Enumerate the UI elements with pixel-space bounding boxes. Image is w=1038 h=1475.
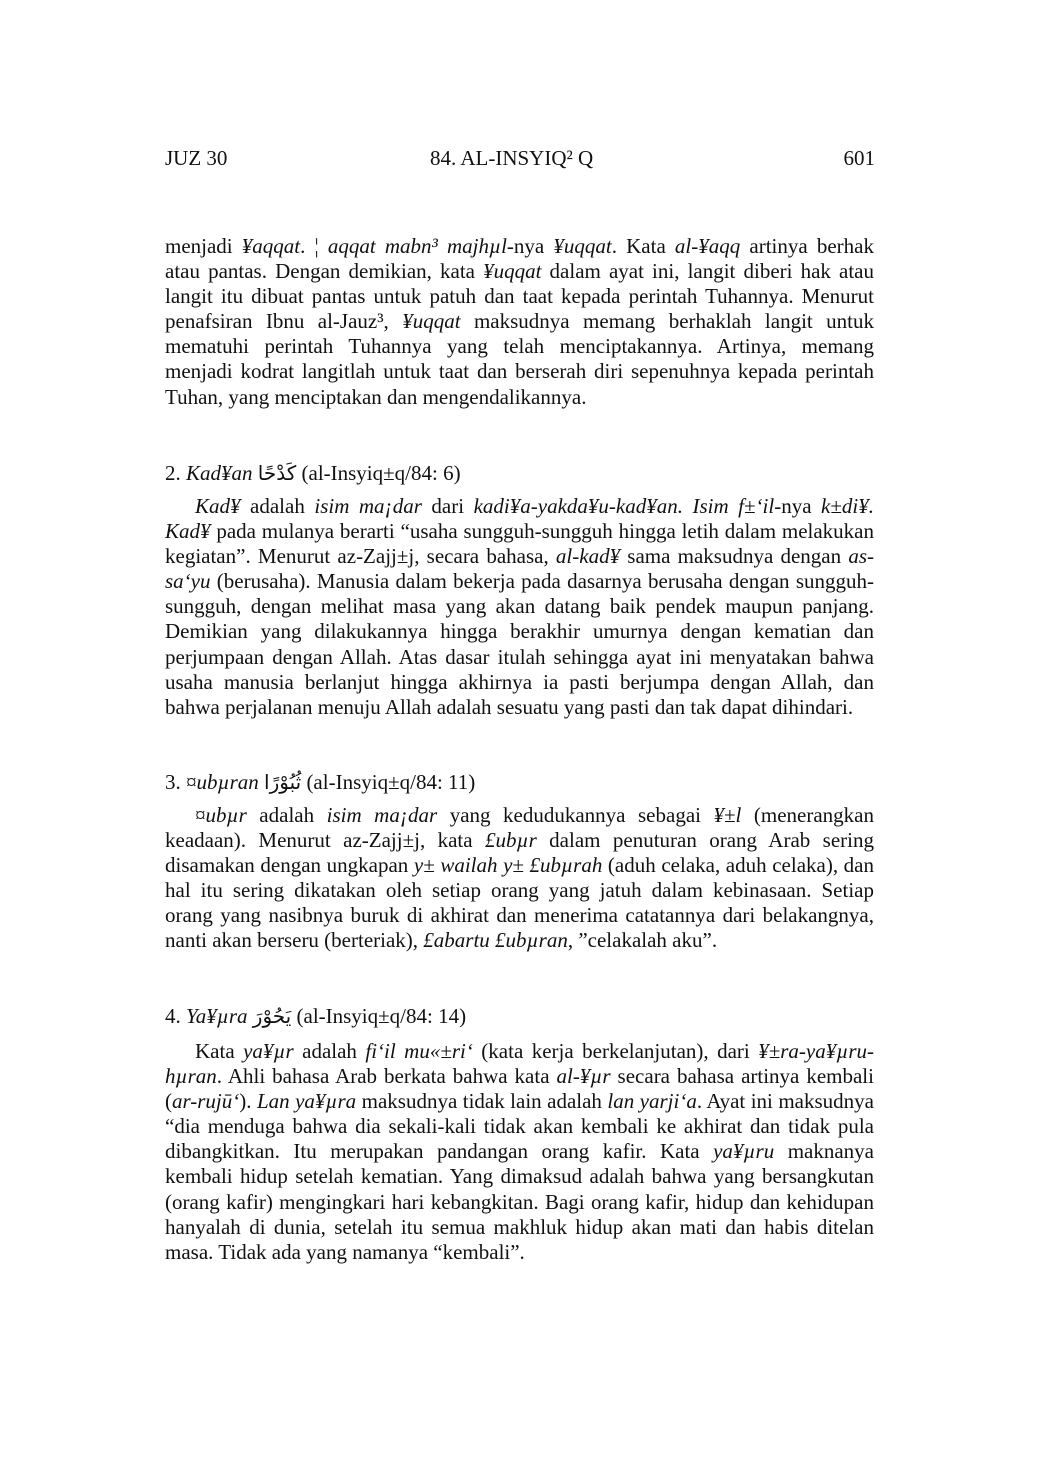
italic-run: £abartu £ubµran	[423, 928, 568, 953]
text-run: maksudnya memang berhaklah langit untuk mematuhi perintah Tuhannya yang telah menciptakannya. Artinya, memang menjadi kodrat langitlah untuk taat dan berserah diri sepenuhnya kepada perintah Tuhan, yang menciptakan dan mengendalikannya.	[165, 309, 874, 409]
text-run: ).	[239, 1089, 257, 1114]
italic-run: ¥uqqat	[402, 309, 461, 334]
section-term: Kad¥an	[186, 461, 253, 485]
verse-reference: (al-Insyiq±q/84: 11)	[306, 770, 476, 794]
arabic-term: كَدْحًا	[257, 461, 297, 485]
text-run: yang kedudukannya sebagai	[437, 803, 714, 827]
italic-run: al-kad¥	[555, 544, 621, 569]
text-run: Kata	[195, 1039, 244, 1063]
text-run: . Ayat ini maksudnya “dia menduga bahwa dia sekali-kali tidak akan kembali ke akhirat dan tidak pula dibangkitkan. Itu merupakan pandangan orang kafir. Kata	[165, 1089, 874, 1164]
arabic-term: ثُبُوْرًا	[264, 770, 302, 794]
italic-run: al-¥aqq	[674, 234, 741, 258]
section-term: Ya¥µra	[186, 1004, 248, 1028]
section-2-heading	[165, 460, 461, 486]
text-run: dalam ayat ini, langit diberi hak atau langit itu dibuat pantas untuk patuh dan taat kepada perintah Tuhannya. Menurut penafsiran Ibnu al-Jauz³,	[165, 259, 874, 334]
italic-run: ¥±l	[713, 803, 742, 827]
italic-run: ¥uqqat	[483, 259, 542, 284]
text-run: menjadi	[165, 234, 242, 258]
text-run: (menerangkan keadaan). Menurut az-Zajj±j, kata	[165, 803, 874, 853]
italic-run: ¥aqqat	[241, 234, 301, 258]
text-run: adalah	[293, 1039, 366, 1063]
italic-run: isim ma¡dar	[314, 494, 422, 518]
italic-run: ar-rujū‘	[172, 1089, 240, 1114]
italic-run: ¥uqqat	[553, 234, 612, 258]
italic-run: as-sa‘yu	[165, 544, 874, 594]
section-number: 2.	[165, 461, 181, 485]
section-3-heading	[165, 769, 475, 795]
section-4-heading	[165, 1003, 466, 1029]
text-run: (berusaha). Manusia dalam bekerja pada dasarnya berusaha dengan sungguh-sungguh, dengan melihat masa yang akan datang baik pendek maupun panjang. Demikian yang dilakukannya hingga berakhir umurnya dengan kematian dan perjumpaan dengan Allah. Atas dasar itulah sehingga ayat ini menyatakan bahwa usaha manusia berlanjut hingga akhirnya ia pasti berjumpa dengan Allah, dan bahwa perjalanan menuju Allah adalah sesuatu yang pasti dan tak dapat dihindari.	[165, 569, 874, 719]
italic-run: Kad¥	[195, 494, 241, 518]
text-run: maksudnya tidak lain adalah	[356, 1089, 608, 1114]
text-run: dari	[421, 494, 474, 518]
verse-reference: (al-Insyiq±q/84: 6)	[301, 461, 461, 485]
arabic-term: يَحُوْرَ	[252, 1004, 292, 1028]
italic-run: lan yarji‘a	[607, 1089, 697, 1114]
text-run: , ”celakalah aku”.	[567, 928, 718, 953]
running-header-juz: JUZ 30	[165, 146, 228, 170]
italic-run: £ubµr	[484, 828, 537, 853]
italic-run: kadi¥a-yakda¥u-kad¥an. Isim f±‘il	[473, 494, 775, 518]
running-header-surah: 84. AL-INSYIQ² Q	[430, 146, 594, 170]
section-term: ¤ubµran	[186, 770, 259, 794]
section-4-paragraph	[165, 1039, 874, 1265]
text-run: . ¦	[300, 234, 319, 258]
italic-run: ¥±ra-ya¥µru-hµran	[165, 1039, 874, 1089]
section-3-paragraph	[165, 803, 874, 954]
italic-run: ya¥µr	[243, 1039, 294, 1063]
italic-run: ya¥µru	[713, 1139, 775, 1164]
section-number: 4.	[165, 1004, 181, 1028]
text-run: adalah	[246, 803, 327, 827]
italic-run: al-¥µr	[556, 1064, 611, 1089]
text-run: . Kata	[611, 234, 675, 258]
text-run: (kata kerja berkelanjutan), dari	[472, 1039, 759, 1063]
italic-run: k±di¥. Kad¥	[165, 494, 874, 544]
italic-run: y± wailah y± £ubµrah	[413, 853, 603, 878]
italic-run: aqqat mabn³ majhµl	[318, 234, 507, 258]
intro-paragraph	[165, 234, 874, 410]
italic-run: Lan ya¥µra	[256, 1089, 357, 1114]
text-run: maknanya kembali hidup setelah kematian. Yang dimaksud adalah bahwa yang bersangkutan (orang kafir) mengingkari hari kebangkitan. Bagi orang kafir, hidup dan kehidupan hanyalah di dunia, setelah itu semua makhluk hidup akan mati dan habis ditelan masa. Tidak ada yang namanya “kembali”.	[165, 1139, 874, 1264]
text-run: pada mulanya berarti “usaha sungguh-sungguh hingga letih dalam melakukan kegiatan”. Menurut az-Zajj±j, secara bahasa,	[165, 519, 874, 569]
italic-run: ¤ubµr	[195, 803, 247, 827]
text-run: . Ahli bahasa Arab berkata bahwa kata	[216, 1064, 557, 1089]
page-number: 601	[843, 146, 875, 170]
text-run: artinya berhak atau pantas. Dengan demikian, kata	[165, 234, 874, 284]
text-run: sama maksudnya dengan	[620, 544, 849, 569]
text-run: (aduh celaka, aduh celaka), dan hal itu sering dikatakan oleh setiap orang yang jatuh dalam kebinasaan. Setiap orang yang nasibnya buruk di akhirat dan menerima catatannya dari belakangnya, nanti akan berseru (berteriak),	[165, 853, 875, 953]
verse-reference: (al-Insyiq±q/84: 14)	[296, 1004, 467, 1028]
text-run: dalam penuturan orang Arab sering disamakan dengan ungkapan	[165, 828, 874, 878]
text-run: -nya	[774, 494, 822, 518]
text-run: secara bahasa artinya kembali (	[165, 1064, 874, 1114]
text-run: -nya	[506, 234, 554, 258]
section-number: 3.	[165, 770, 181, 794]
section-2-paragraph	[165, 494, 874, 720]
text-run: adalah	[240, 494, 315, 518]
italic-run: isim ma¡dar	[326, 803, 438, 827]
italic-run: fi‘il mu«±ri‘	[365, 1039, 473, 1063]
